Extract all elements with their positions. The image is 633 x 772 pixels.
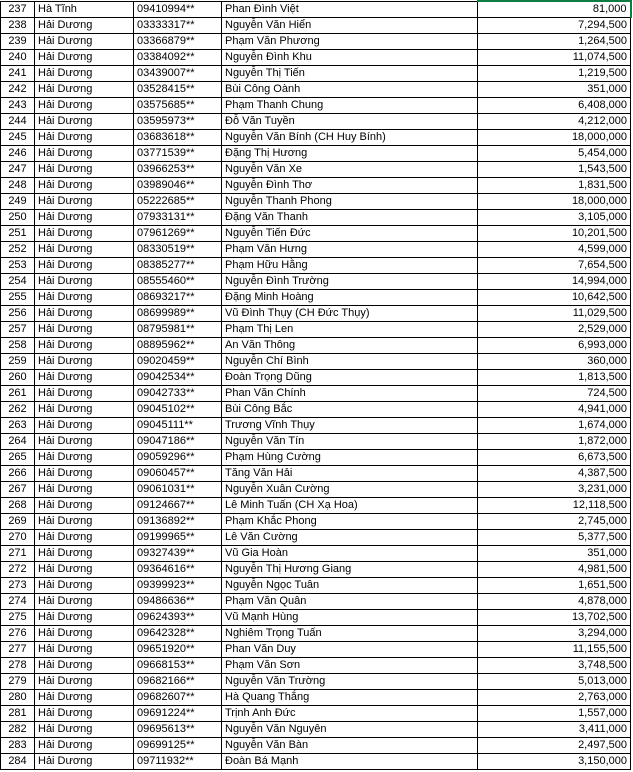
- amount-cell[interactable]: 1,872,000: [478, 434, 631, 450]
- customer-name-cell[interactable]: Nguyễn Ngọc Tuân: [222, 578, 478, 594]
- customer-name-cell[interactable]: Nguyễn Văn Trường: [222, 674, 478, 690]
- province-cell[interactable]: Hải Dương: [35, 146, 134, 162]
- row-number-cell[interactable]: 255: [1, 290, 35, 306]
- province-cell[interactable]: Hải Dương: [35, 434, 134, 450]
- amount-cell[interactable]: 3,411,000: [478, 722, 631, 738]
- customer-name-cell[interactable]: Đặng Thị Hương: [222, 146, 478, 162]
- table-row: [1, 562, 631, 578]
- table-row: [1, 210, 631, 226]
- province-cell[interactable]: Hải Dương: [35, 194, 134, 210]
- province-cell[interactable]: Hải Dương: [35, 546, 134, 562]
- province-cell[interactable]: Hải Dương: [35, 274, 134, 290]
- row-number-cell[interactable]: 276: [1, 626, 35, 642]
- phone-cell[interactable]: 09045111**: [134, 418, 222, 434]
- row-number-cell[interactable]: 266: [1, 466, 35, 482]
- table-row: [1, 722, 631, 738]
- amount-cell[interactable]: 4,941,000: [478, 402, 631, 418]
- phone-cell[interactable]: 08330519**: [134, 242, 222, 258]
- province-cell[interactable]: Hải Dương: [35, 82, 134, 98]
- customer-name-cell[interactable]: Vũ Gia Hoàn: [222, 546, 478, 562]
- table-row: [1, 66, 631, 82]
- amount-cell[interactable]: 12,118,500: [478, 498, 631, 514]
- customer-name-cell[interactable]: Nguyễn Tiến Đức: [222, 226, 478, 242]
- table-row: [1, 610, 631, 626]
- province-cell[interactable]: Hải Dương: [35, 114, 134, 130]
- row-number-cell[interactable]: 273: [1, 578, 35, 594]
- amount-cell[interactable]: 1,651,500: [478, 578, 631, 594]
- customer-name-cell[interactable]: Nguyễn Thị Hương Giang: [222, 562, 478, 578]
- province-cell[interactable]: Hải Dương: [35, 498, 134, 514]
- amount-cell[interactable]: 1,557,000: [478, 706, 631, 722]
- province-cell[interactable]: Hải Dương: [35, 306, 134, 322]
- amount-cell[interactable]: 11,074,500: [478, 50, 631, 66]
- customer-name-cell[interactable]: An Văn Thông: [222, 338, 478, 354]
- table-row: [1, 434, 631, 450]
- phone-cell[interactable]: 09682166**: [134, 674, 222, 690]
- row-number-cell[interactable]: 269: [1, 514, 35, 530]
- amount-cell[interactable]: 2,745,000: [478, 514, 631, 530]
- customer-name-cell[interactable]: Nguyễn Văn Tín: [222, 434, 478, 450]
- phone-cell[interactable]: 09651920**: [134, 642, 222, 658]
- amount-cell[interactable]: 4,212,000: [478, 114, 631, 130]
- customer-name-cell[interactable]: Phạm Khắc Phong: [222, 514, 478, 530]
- phone-cell[interactable]: 09020459**: [134, 354, 222, 370]
- customer-name-cell[interactable]: Tăng Văn Hải: [222, 466, 478, 482]
- province-cell[interactable]: Hải Dương: [35, 402, 134, 418]
- customer-name-cell[interactable]: Vũ Đình Thụy (CH Đức Thụy): [222, 306, 478, 322]
- amount-cell[interactable]: 2,497,500: [478, 738, 631, 754]
- province-cell[interactable]: Hải Dương: [35, 210, 134, 226]
- customer-name-cell[interactable]: Nguyễn Đình Thơ: [222, 178, 478, 194]
- row-number-cell[interactable]: 278: [1, 658, 35, 674]
- customer-name-cell[interactable]: Phan Văn Chính: [222, 386, 478, 402]
- province-cell[interactable]: Hải Dương: [35, 354, 134, 370]
- province-cell[interactable]: Hải Dương: [35, 178, 134, 194]
- customer-name-cell[interactable]: Nguyễn Văn Nguyên: [222, 722, 478, 738]
- customer-name-cell[interactable]: Bùi Công Oành: [222, 82, 478, 98]
- province-cell[interactable]: Hải Dương: [35, 466, 134, 482]
- customer-name-cell[interactable]: Nghiêm Trọng Tuấn: [222, 626, 478, 642]
- row-number-cell[interactable]: 237: [1, 1, 35, 18]
- province-cell[interactable]: Hải Dương: [35, 626, 134, 642]
- row-number-cell[interactable]: 251: [1, 226, 35, 242]
- row-number-cell[interactable]: 249: [1, 194, 35, 210]
- table-row: [1, 690, 631, 706]
- customer-name-cell[interactable]: Trương Vĩnh Thụy: [222, 418, 478, 434]
- row-number-cell[interactable]: 284: [1, 754, 35, 770]
- phone-cell[interactable]: 09624393**: [134, 610, 222, 626]
- phone-cell[interactable]: 09668153**: [134, 658, 222, 674]
- row-number-cell[interactable]: 271: [1, 546, 35, 562]
- customer-name-cell[interactable]: Phạm Văn Phương: [222, 34, 478, 50]
- amount-cell[interactable]: 6,408,000: [478, 98, 631, 114]
- amount-cell[interactable]: 5,377,500: [478, 530, 631, 546]
- province-cell[interactable]: Hải Dương: [35, 242, 134, 258]
- phone-cell[interactable]: 09042534**: [134, 370, 222, 386]
- table-row: [1, 466, 631, 482]
- amount-cell[interactable]: 3,231,000: [478, 482, 631, 498]
- table-row: [1, 146, 631, 162]
- amount-cell[interactable]: 5,454,000: [478, 146, 631, 162]
- row-number-cell[interactable]: 252: [1, 242, 35, 258]
- row-number-cell[interactable]: 247: [1, 162, 35, 178]
- province-cell[interactable]: Hải Dương: [35, 322, 134, 338]
- customer-name-cell[interactable]: Đoàn Trọng Dũng: [222, 370, 478, 386]
- customer-name-cell[interactable]: Phan Đình Việt: [222, 1, 478, 18]
- province-cell[interactable]: Hải Dương: [35, 754, 134, 770]
- phone-cell[interactable]: 03384092**: [134, 50, 222, 66]
- province-cell[interactable]: Hải Dương: [35, 482, 134, 498]
- customer-name-cell[interactable]: Nguyễn Văn Bính (CH Huy Bính): [222, 130, 478, 146]
- phone-cell[interactable]: 07961269**: [134, 226, 222, 242]
- row-number-cell[interactable]: 264: [1, 434, 35, 450]
- row-number-cell[interactable]: 240: [1, 50, 35, 66]
- table-row: [1, 194, 631, 210]
- row-number-cell[interactable]: 243: [1, 98, 35, 114]
- amount-cell[interactable]: 1,219,500: [478, 66, 631, 82]
- province-cell[interactable]: Hải Dương: [35, 706, 134, 722]
- customer-name-cell[interactable]: Nguyễn Chí Bình: [222, 354, 478, 370]
- customer-name-cell[interactable]: Lê Văn Cường: [222, 530, 478, 546]
- table-row: [1, 258, 631, 274]
- amount-cell[interactable]: 3,105,000: [478, 210, 631, 226]
- amount-cell[interactable]: 2,529,000: [478, 322, 631, 338]
- phone-cell[interactable]: 09364616**: [134, 562, 222, 578]
- row-number-cell[interactable]: 279: [1, 674, 35, 690]
- province-cell[interactable]: Hải Dương: [35, 610, 134, 626]
- phone-cell[interactable]: 09642328**: [134, 626, 222, 642]
- province-cell[interactable]: Hải Dương: [35, 642, 134, 658]
- customer-name-cell[interactable]: Phạm Văn Quân: [222, 594, 478, 610]
- amount-cell[interactable]: 13,702,500: [478, 610, 631, 626]
- amount-cell[interactable]: 351,000: [478, 546, 631, 562]
- row-number-cell[interactable]: 262: [1, 402, 35, 418]
- customer-name-cell[interactable]: Nguyễn Thanh Phong: [222, 194, 478, 210]
- customer-name-cell[interactable]: Lê Minh Tuấn (CH Xạ Hoa): [222, 498, 478, 514]
- amount-cell[interactable]: 5,013,000: [478, 674, 631, 690]
- customer-name-cell[interactable]: Đặng Văn Thanh: [222, 210, 478, 226]
- table-row: [1, 370, 631, 386]
- amount-cell[interactable]: 4,387,500: [478, 466, 631, 482]
- province-cell[interactable]: Hải Dương: [35, 658, 134, 674]
- row-number-cell[interactable]: 277: [1, 642, 35, 658]
- table-row: [1, 386, 631, 402]
- table-row: [1, 242, 631, 258]
- province-cell[interactable]: Hải Dương: [35, 290, 134, 306]
- table-row: [1, 546, 631, 562]
- row-number-cell[interactable]: 274: [1, 594, 35, 610]
- phone-cell[interactable]: 09399923**: [134, 578, 222, 594]
- province-cell[interactable]: Hải Dương: [35, 338, 134, 354]
- table-row: [1, 178, 631, 194]
- customer-name-cell[interactable]: Nguyễn Đình Khu: [222, 50, 478, 66]
- table-row: [1, 34, 631, 50]
- customer-name-cell[interactable]: Phạm Hữu Hằng: [222, 258, 478, 274]
- phone-cell[interactable]: 03575685**: [134, 98, 222, 114]
- province-cell[interactable]: Hải Dương: [35, 674, 134, 690]
- phone-cell[interactable]: 09060457**: [134, 466, 222, 482]
- row-number-cell[interactable]: 281: [1, 706, 35, 722]
- phone-cell[interactable]: 03528415**: [134, 82, 222, 98]
- customer-name-cell[interactable]: Nguyễn Văn Xe: [222, 162, 478, 178]
- phone-cell[interactable]: 09699125**: [134, 738, 222, 754]
- table-row: [1, 418, 631, 434]
- row-number-cell[interactable]: 246: [1, 146, 35, 162]
- customer-name-cell[interactable]: Trịnh Anh Đức: [222, 706, 478, 722]
- table-row: [1, 162, 631, 178]
- table-row: [1, 1, 631, 18]
- row-number-cell[interactable]: 270: [1, 530, 35, 546]
- amount-cell[interactable]: 2,763,000: [478, 690, 631, 706]
- province-cell[interactable]: Hải Dương: [35, 258, 134, 274]
- amount-cell[interactable]: 3,748,500: [478, 658, 631, 674]
- amount-cell[interactable]: 10,201,500: [478, 226, 631, 242]
- row-number-cell[interactable]: 254: [1, 274, 35, 290]
- amount-cell[interactable]: 4,878,000: [478, 594, 631, 610]
- phone-cell[interactable]: 03366879**: [134, 34, 222, 50]
- amount-cell[interactable]: 360,000: [478, 354, 631, 370]
- amount-cell[interactable]: 18,000,000: [478, 130, 631, 146]
- customer-name-cell[interactable]: Phạm Thị Len: [222, 322, 478, 338]
- province-cell[interactable]: Hải Dương: [35, 98, 134, 114]
- province-cell[interactable]: Hải Dương: [35, 530, 134, 546]
- amount-cell[interactable]: 1,831,500: [478, 178, 631, 194]
- phone-cell[interactable]: 09486636**: [134, 594, 222, 610]
- province-cell[interactable]: Hải Dương: [35, 562, 134, 578]
- amount-cell[interactable]: 18,000,000: [478, 194, 631, 210]
- phone-cell[interactable]: 03333317**: [134, 18, 222, 34]
- table-row: [1, 514, 631, 530]
- phone-cell[interactable]: 03966253**: [134, 162, 222, 178]
- row-number-cell[interactable]: 275: [1, 610, 35, 626]
- table-row: [1, 82, 631, 98]
- table-row: [1, 642, 631, 658]
- table-row: [1, 18, 631, 34]
- table-row: [1, 754, 631, 770]
- customer-name-cell[interactable]: Đặng Minh Hoàng: [222, 290, 478, 306]
- phone-cell[interactable]: 09711932**: [134, 754, 222, 770]
- row-number-cell[interactable]: 248: [1, 178, 35, 194]
- phone-cell[interactable]: 03439007**: [134, 66, 222, 82]
- amount-cell[interactable]: 6,673,500: [478, 450, 631, 466]
- province-cell[interactable]: Hải Dương: [35, 18, 134, 34]
- province-cell[interactable]: Hải Dương: [35, 34, 134, 50]
- table-row: [1, 658, 631, 674]
- phone-cell[interactable]: 05222685**: [134, 194, 222, 210]
- table-row: [1, 530, 631, 546]
- customer-name-cell[interactable]: Nguyễn Thị Tiến: [222, 66, 478, 82]
- table-row: [1, 594, 631, 610]
- row-number-cell[interactable]: 267: [1, 482, 35, 498]
- customer-name-cell[interactable]: Nguyễn Xuân Cường: [222, 482, 478, 498]
- amount-cell[interactable]: 1,813,500: [478, 370, 631, 386]
- customer-name-cell[interactable]: Phạm Thanh Chung: [222, 98, 478, 114]
- province-cell[interactable]: Hà Tĩnh: [35, 1, 134, 18]
- phone-cell[interactable]: 08693217**: [134, 290, 222, 306]
- province-cell[interactable]: Hải Dương: [35, 50, 134, 66]
- phone-cell[interactable]: 09047186**: [134, 434, 222, 450]
- province-cell[interactable]: Hải Dương: [35, 738, 134, 754]
- row-number-cell[interactable]: 282: [1, 722, 35, 738]
- table-row: [1, 322, 631, 338]
- phone-cell[interactable]: 07933131**: [134, 210, 222, 226]
- province-cell[interactable]: Hải Dương: [35, 594, 134, 610]
- customer-name-cell[interactable]: Phạm Văn Sơn: [222, 658, 478, 674]
- province-cell[interactable]: Hải Dương: [35, 578, 134, 594]
- phone-cell[interactable]: 09059296**: [134, 450, 222, 466]
- phone-cell[interactable]: 09410994**: [134, 1, 222, 18]
- amount-cell[interactable]: 3,294,000: [478, 626, 631, 642]
- amount-cell[interactable]: 6,993,000: [478, 338, 631, 354]
- amount-cell[interactable]: 81,000: [478, 1, 631, 18]
- province-cell[interactable]: Hải Dương: [35, 226, 134, 242]
- row-number-cell[interactable]: 283: [1, 738, 35, 754]
- phone-cell[interactable]: 09042733**: [134, 386, 222, 402]
- phone-cell[interactable]: 03989046**: [134, 178, 222, 194]
- row-number-cell[interactable]: 261: [1, 386, 35, 402]
- customer-name-cell[interactable]: Nguyễn Đình Trường: [222, 274, 478, 290]
- province-cell[interactable]: Hải Dương: [35, 450, 134, 466]
- row-number-cell[interactable]: 250: [1, 210, 35, 226]
- amount-cell[interactable]: 11,155,500: [478, 642, 631, 658]
- table-row: [1, 498, 631, 514]
- customer-name-cell[interactable]: Đoàn Bá Mạnh: [222, 754, 478, 770]
- table-body: [1, 1, 631, 770]
- province-cell[interactable]: Hải Dương: [35, 418, 134, 434]
- row-number-cell[interactable]: 253: [1, 258, 35, 274]
- row-number-cell[interactable]: 241: [1, 66, 35, 82]
- row-number-cell[interactable]: 257: [1, 322, 35, 338]
- phone-cell[interactable]: 09199965**: [134, 530, 222, 546]
- table-row: [1, 130, 631, 146]
- table-row: [1, 274, 631, 290]
- row-number-cell[interactable]: 280: [1, 690, 35, 706]
- customer-name-cell[interactable]: Bùi Công Bắc: [222, 402, 478, 418]
- phone-cell[interactable]: 08895962**: [134, 338, 222, 354]
- amount-cell[interactable]: 7,654,500: [478, 258, 631, 274]
- table-row: [1, 482, 631, 498]
- row-number-cell[interactable]: 256: [1, 306, 35, 322]
- table-row: [1, 402, 631, 418]
- row-number-cell[interactable]: 238: [1, 18, 35, 34]
- customer-name-cell[interactable]: Nguyễn Văn Hiển: [222, 18, 478, 34]
- table-row: [1, 626, 631, 642]
- table-row: [1, 450, 631, 466]
- customer-name-cell[interactable]: Phạm Hùng Cường: [222, 450, 478, 466]
- amount-cell[interactable]: 3,150,000: [478, 754, 631, 770]
- province-cell[interactable]: Hải Dương: [35, 130, 134, 146]
- table-row: [1, 338, 631, 354]
- row-number-cell[interactable]: 268: [1, 498, 35, 514]
- amount-cell[interactable]: 1,264,500: [478, 34, 631, 50]
- phone-cell[interactable]: 03683618**: [134, 130, 222, 146]
- amount-cell[interactable]: 351,000: [478, 82, 631, 98]
- amount-cell[interactable]: 1,543,500: [478, 162, 631, 178]
- amount-cell[interactable]: 10,642,500: [478, 290, 631, 306]
- customer-name-cell[interactable]: Phan Văn Duy: [222, 642, 478, 658]
- phone-cell[interactable]: 03771539**: [134, 146, 222, 162]
- customer-name-cell[interactable]: Vũ Mạnh Hùng: [222, 610, 478, 626]
- row-number-cell[interactable]: 239: [1, 34, 35, 50]
- phone-cell[interactable]: 09695613**: [134, 722, 222, 738]
- phone-cell[interactable]: 09061031**: [134, 482, 222, 498]
- table-row: [1, 354, 631, 370]
- province-cell[interactable]: Hải Dương: [35, 722, 134, 738]
- phone-cell[interactable]: 03595973**: [134, 114, 222, 130]
- amount-cell[interactable]: 724,500: [478, 386, 631, 402]
- phone-cell[interactable]: 09124667**: [134, 498, 222, 514]
- amount-cell[interactable]: 11,029,500: [478, 306, 631, 322]
- table-row: [1, 50, 631, 66]
- row-number-cell[interactable]: 245: [1, 130, 35, 146]
- province-cell[interactable]: Hải Dương: [35, 162, 134, 178]
- row-number-cell[interactable]: 259: [1, 354, 35, 370]
- province-cell[interactable]: Hải Dương: [35, 514, 134, 530]
- province-cell[interactable]: Hải Dương: [35, 66, 134, 82]
- customer-name-cell[interactable]: Đỗ Văn Tuyền: [222, 114, 478, 130]
- row-number-cell[interactable]: 260: [1, 370, 35, 386]
- province-cell[interactable]: Hải Dương: [35, 370, 134, 386]
- table-row: [1, 114, 631, 130]
- customer-name-cell[interactable]: Hà Quang Thắng: [222, 690, 478, 706]
- table-row: [1, 98, 631, 114]
- table-row: [1, 706, 631, 722]
- table-row: [1, 578, 631, 594]
- phone-cell[interactable]: 09691224**: [134, 706, 222, 722]
- row-number-cell[interactable]: 258: [1, 338, 35, 354]
- province-cell[interactable]: Hải Dương: [35, 690, 134, 706]
- table-row: [1, 674, 631, 690]
- row-number-cell[interactable]: 244: [1, 114, 35, 130]
- row-number-cell[interactable]: 242: [1, 82, 35, 98]
- province-cell[interactable]: Hải Dương: [35, 386, 134, 402]
- phone-cell[interactable]: 09045102**: [134, 402, 222, 418]
- phone-cell[interactable]: 09327439**: [134, 546, 222, 562]
- amount-cell[interactable]: 14,994,000: [478, 274, 631, 290]
- amount-cell[interactable]: 4,981,500: [478, 562, 631, 578]
- amount-cell[interactable]: 4,599,000: [478, 242, 631, 258]
- phone-cell[interactable]: 08699989**: [134, 306, 222, 322]
- phone-cell[interactable]: 08385277**: [134, 258, 222, 274]
- customer-name-cell[interactable]: Nguyễn Văn Bàn: [222, 738, 478, 754]
- row-number-cell[interactable]: 263: [1, 418, 35, 434]
- amount-cell[interactable]: 1,674,000: [478, 418, 631, 434]
- phone-cell[interactable]: 08555460**: [134, 274, 222, 290]
- table-row: [1, 290, 631, 306]
- table-row: [1, 738, 631, 754]
- phone-cell[interactable]: 08795981**: [134, 322, 222, 338]
- phone-cell[interactable]: 09682607**: [134, 690, 222, 706]
- row-number-cell[interactable]: 265: [1, 450, 35, 466]
- amount-cell[interactable]: 7,294,500: [478, 18, 631, 34]
- row-number-cell[interactable]: 272: [1, 562, 35, 578]
- phone-cell[interactable]: 09136892**: [134, 514, 222, 530]
- table-row: [1, 306, 631, 322]
- customer-name-cell[interactable]: Phạm Văn Hưng: [222, 242, 478, 258]
- table-row: [1, 226, 631, 242]
